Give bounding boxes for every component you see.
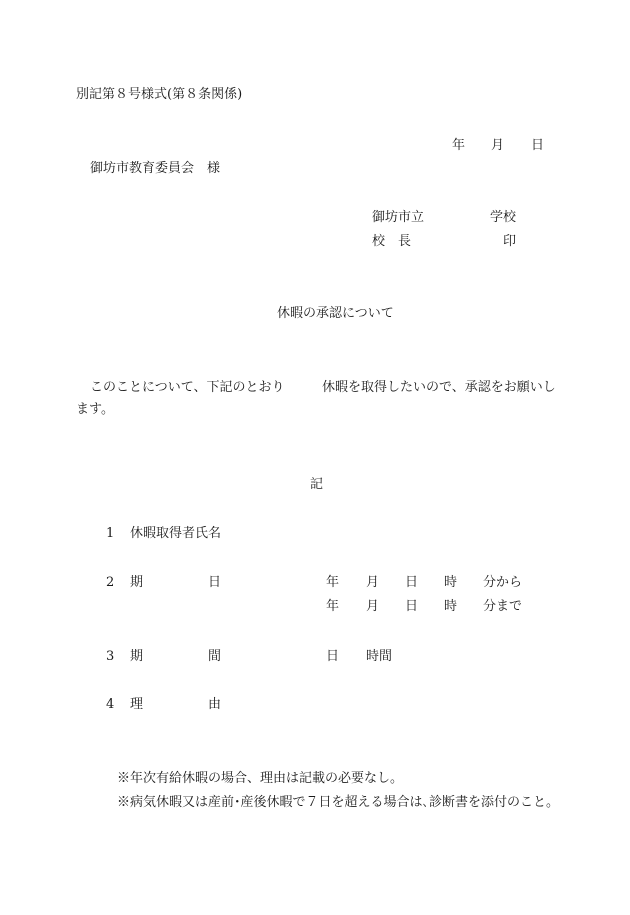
item-2-number: 2	[106, 575, 115, 590]
date-month-label: 月	[491, 138, 505, 153]
ki-marker: 記	[310, 477, 324, 492]
note-sick-leave: ※病気休暇又は産前･産後休暇で７日を超える場合は､診断書を添付のこと。	[117, 795, 560, 810]
item-4-number: 4	[106, 697, 115, 712]
body-line-1a: このことについて、下記のとおり	[90, 380, 285, 395]
from-day-label: 日	[405, 575, 419, 590]
from-month-label: 月	[366, 575, 380, 590]
item-1-number: 1	[106, 526, 115, 541]
principal-label: 校 長	[372, 234, 412, 249]
form-number-header: 別記第８号様式(第８条関係)	[76, 87, 243, 102]
item-3-label-char-1: 期	[130, 649, 144, 664]
seal-mark: 印	[503, 234, 517, 249]
to-month-label: 月	[366, 599, 380, 614]
city-school-prefix: 御坊市立	[372, 210, 425, 225]
note-annual-leave: ※年次有給休暇の場合、理由は記載の必要なし。	[117, 771, 404, 786]
from-minute-label: 分から	[483, 575, 523, 590]
body-line-2: ます。	[76, 402, 114, 417]
item-3-number: 3	[106, 649, 115, 664]
to-hour-label: 時	[444, 599, 458, 614]
to-year-label: 年	[326, 599, 340, 614]
to-day-label: 日	[405, 599, 419, 614]
date-day-label: 日	[531, 138, 545, 153]
item-4-label-char-2: 由	[208, 697, 222, 712]
document-title: 休暇の承認について	[277, 306, 394, 321]
from-year-label: 年	[326, 575, 340, 590]
duration-hour-unit: 時間	[366, 649, 393, 664]
item-2-label-char-1: 期	[130, 575, 144, 590]
item-4-label-char-1: 理	[130, 697, 144, 712]
item-2-label-char-2: 日	[208, 575, 222, 590]
school-suffix: 学校	[490, 210, 517, 225]
item-3-label-char-2: 間	[208, 649, 222, 664]
item-1-label: 休暇取得者氏名	[130, 526, 222, 541]
to-minute-label: 分まで	[483, 599, 523, 614]
date-year-label: 年	[452, 138, 466, 153]
duration-day-unit: 日	[326, 649, 340, 664]
from-hour-label: 時	[444, 575, 458, 590]
addressee: 御坊市教育委員会 様	[90, 161, 221, 176]
body-line-1b: 休暇を取得したいので、承認をお願いし	[322, 380, 556, 395]
